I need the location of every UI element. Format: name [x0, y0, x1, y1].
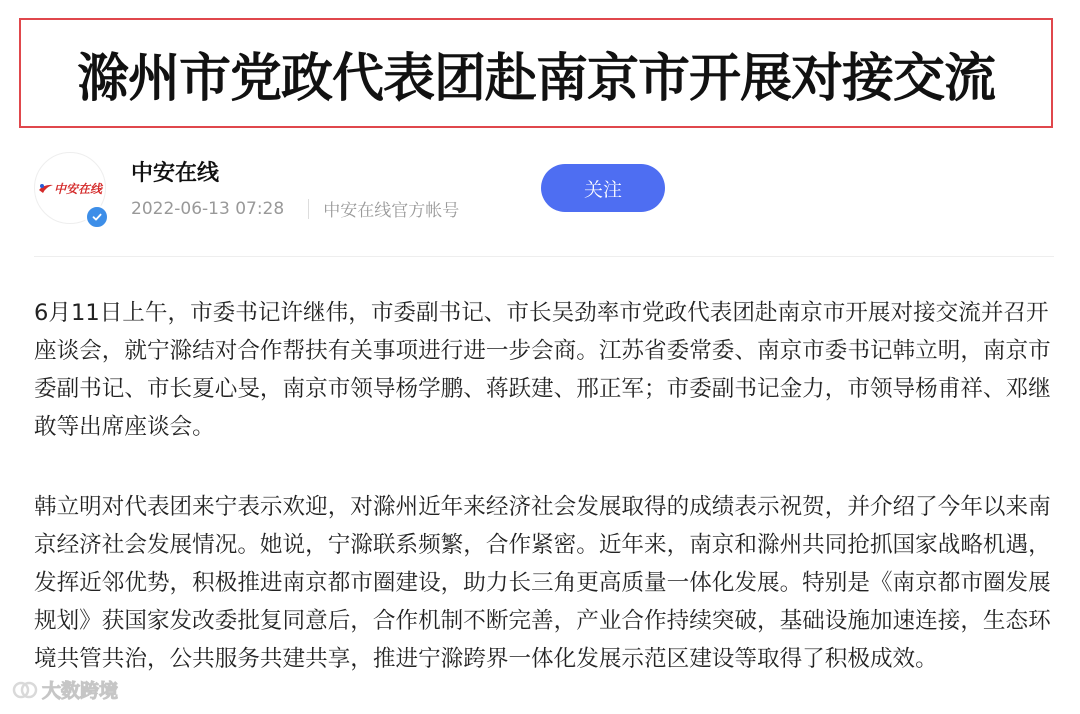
post-meta — [131, 196, 459, 221]
meta-divider — [308, 199, 309, 219]
author-row — [34, 150, 1054, 230]
header-divider — [34, 256, 1054, 257]
watermark — [12, 676, 118, 703]
avatar-logo — [38, 180, 102, 197]
logo-swoosh-icon — [38, 182, 54, 194]
post-date: 2022-06-13 07:28 — [131, 198, 285, 219]
follow-button[interactable]: 关注 — [541, 164, 665, 212]
verified-check-icon — [85, 205, 109, 229]
avatar[interactable] — [34, 152, 106, 224]
avatar-logo-text: 中安在线 — [53, 181, 102, 196]
title-highlight-box — [19, 18, 1053, 128]
watermark-logo-icon — [12, 678, 38, 702]
watermark-text: 大数跨境 — [42, 680, 119, 702]
author-name[interactable]: 中安在线 — [131, 161, 220, 186]
article-body — [34, 294, 1058, 714]
article-paragraph: 6月11日上午，市委书记许继伟，市委副书记、市长吴劲率市党政代表团赴南京市开展对接交流并召开座谈会，就宁滁结对合作帮扶有关事项进行进一步会商。江苏省委常委、南京市委书记韩立明，南京市委副书记、市长夏心旻，南京市领导杨学鹏、蒋跃建、邢正军；市委副书记金力，市领导杨甫祥、邓继敢等出席座谈会。 — [34, 300, 1051, 440]
account-type: 中安在线官方帐号 — [323, 201, 460, 221]
article-title: 滁州市党政代表团赴南京市开展对接交流 — [76, 48, 995, 109]
article-paragraph: 韩立明对代表团来宁表示欢迎，对滁州近年来经济社会发展取得的成绩表示祝贺，并介绍了今年以来南京经济社会发展情况。她说，宁滁联系频繁，合作紧密。近年来，南京和滁州共同抢抓国家战略机遇，发挥近邻优势，积极推进南京都市圈建设，助力长三角更高质量一体化发展。特别是《南京都市圈发展规划》获国家发改委批复同意后，合作机制不断完善，产业合作持续突破，基础设施加速连接，生态环境共管共治，公共服务共建共享，推进宁滁跨界一体化发展示范区建设等取得了积极成效。 — [34, 494, 1051, 672]
